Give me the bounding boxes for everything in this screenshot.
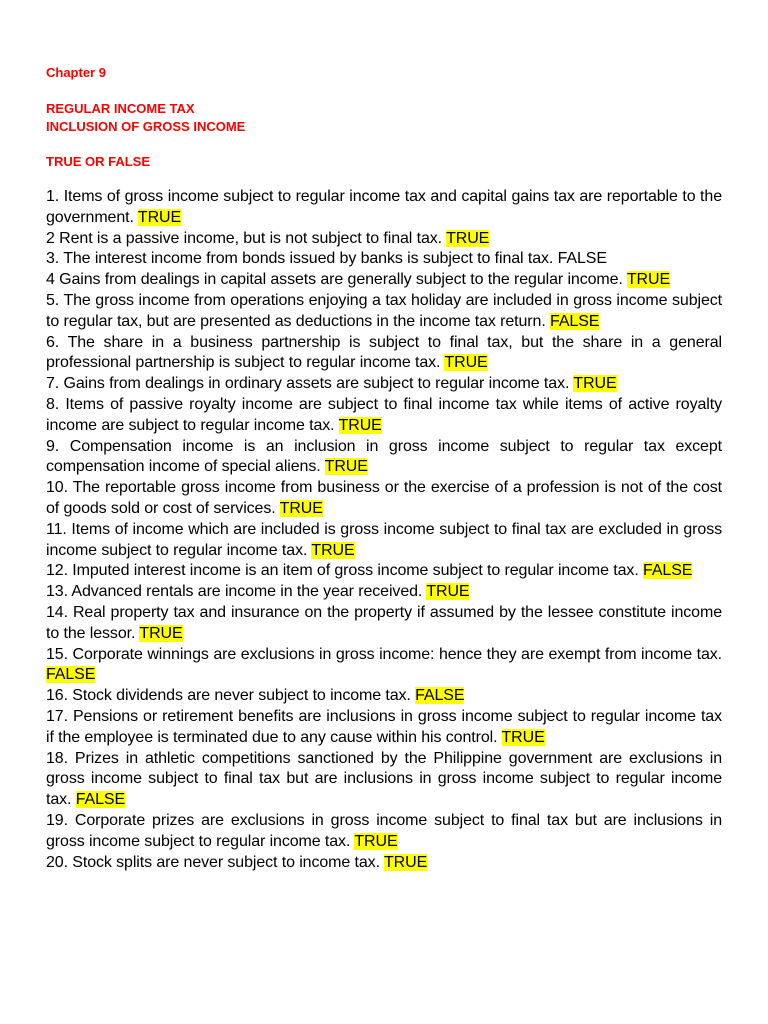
question-item: [46, 853, 722, 874]
question-text: 11. Items of income which are included is gross income subject to final tax are excluded in gross income subject to regular income tax.: [46, 520, 722, 559]
answer-label: FALSE: [550, 312, 600, 330]
answer-label: TRUE: [354, 832, 398, 850]
question-item: [46, 749, 722, 811]
section-heading: TRUE OR FALSE: [46, 154, 151, 169]
question-text: 5. The gross income from operations enjoying a tax holiday are included in gross income subject to regular tax, but are presented as deductions in the income tax return.: [46, 291, 722, 330]
question-item: [46, 333, 722, 375]
question-text: 12. Imputed interest income is an item of gross income subject to regular income tax.: [46, 562, 639, 580]
question-text: 3. The interest income from bonds issued by banks is subject to final tax.: [46, 250, 554, 268]
answer-label: TRUE: [626, 271, 671, 289]
question-text: 2 Rent is a passive income, but is not subject to final tax.: [46, 229, 442, 247]
question-text: 20. Stock splits are never subject to income tax.: [46, 853, 380, 871]
question-item: [46, 603, 722, 645]
answer-label: TRUE: [311, 541, 355, 559]
question-text: 13. Advanced rentals are income in the year received.: [46, 583, 423, 601]
answer-label: FALSE: [643, 562, 693, 580]
answer-label: FALSE: [557, 250, 607, 268]
chapter-heading: Chapter 9: [46, 65, 106, 80]
question-item: [46, 229, 722, 250]
question-text: 9. Compensation income is an inclusion in gross income subject to regular tax except compensation income of special aliens.: [46, 437, 722, 476]
question-text: 17. Pensions or retirement benefits are inclusions in gross income subject to regular income tax if the employee is terminated due to any cause within his control.: [46, 707, 722, 746]
answer-label: TRUE: [501, 728, 545, 746]
question-item: [46, 249, 722, 270]
question-item: [46, 561, 722, 582]
answer-label: TRUE: [384, 853, 428, 871]
answer-label: TRUE: [338, 416, 382, 434]
question-item: [46, 187, 722, 229]
answer-label: TRUE: [137, 208, 182, 226]
question-item: [46, 374, 722, 395]
question-text: 18. Prizes in athletic competitions sanctioned by the Philippine government are exclusions in gross income subject to final tax but are inclusions in gross income subject to regular income tax.: [46, 749, 722, 809]
question-item: [46, 395, 722, 437]
question-text: 1. Items of gross income subject to regular income tax and capital gains tax are reportable to the government.: [46, 188, 722, 226]
answer-label: TRUE: [444, 354, 488, 372]
title-line-1: REGULAR INCOME TAX: [46, 101, 195, 116]
question-text: 15. Corporate winnings are exclusions in gross income: hence they are exempt from income tax.: [46, 645, 722, 663]
question-item: [46, 811, 722, 853]
title-line-2: INCLUSION OF GROSS INCOME: [46, 119, 246, 134]
question-text: 10. The reportable gross income from business or the exercise of a profession is not of the cost of goods sold or cost of services.: [46, 479, 722, 517]
question-item: [46, 270, 722, 291]
answer-label: FALSE: [415, 687, 465, 705]
question-text: 7. Gains from dealings in ordinary assets are subject to regular income tax.: [46, 375, 570, 393]
question-text: 6. The share in a business partnership is subject to final tax, but the share in a general professional partnership is subject to regular income tax.: [46, 333, 722, 372]
question-item: [46, 686, 722, 707]
answer-label: TRUE: [324, 458, 368, 476]
question-item: [46, 520, 722, 562]
question-item: [46, 645, 722, 687]
question-list: [46, 187, 722, 873]
question-text: 19. Corporate prizes are exclusions in gross income subject to final tax but are inclusions in gross income subject to regular income tax.: [46, 811, 722, 850]
answer-label: FALSE: [75, 791, 126, 809]
question-item: [46, 478, 722, 520]
answer-label: TRUE: [279, 499, 323, 517]
question-text: 4 Gains from dealings in capital assets are generally subject to the regular income.: [46, 271, 623, 289]
answer-label: TRUE: [426, 583, 470, 601]
question-item: [46, 291, 722, 333]
answer-label: TRUE: [446, 229, 490, 247]
question-text: 8. Items of passive royalty income are subject to final income tax while items of active royalty income are subject to regular income tax.: [46, 395, 722, 434]
question-item: [46, 582, 722, 603]
answer-label: FALSE: [46, 666, 96, 684]
answer-label: TRUE: [139, 624, 183, 642]
question-text: 14. Real property tax and insurance on the property if assumed by the lessee constitute income to the lessor.: [46, 603, 722, 642]
question-item: [46, 707, 722, 749]
answer-label: TRUE: [573, 375, 617, 393]
question-item: [46, 437, 722, 479]
question-text: 16. Stock dividends are never subject to income tax.: [46, 687, 411, 705]
